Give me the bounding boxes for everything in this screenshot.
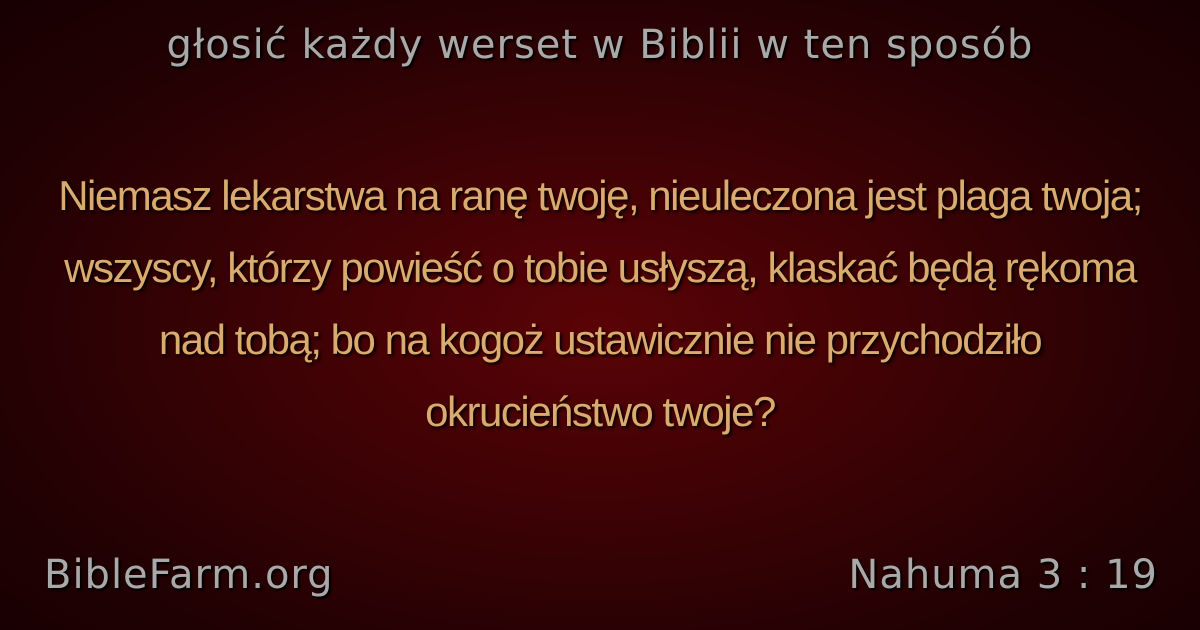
verse-reference: Nahuma 3 : 19 — [848, 552, 1158, 598]
verse-text: Niemasz lekarstwa na ranę twoję, nieuleczona jest plaga twoja; wszyscy, którzy powieść o tobie usłyszą, klaskać będą rękoma nad tobą; bo na kogoż ustawicznie nie przychodziło okrucieństwo twoje? — [58, 172, 1142, 435]
site-name: BibleFarm.org — [44, 552, 334, 598]
tagline: głosić każdy werset w Biblii w ten sposób — [166, 22, 1034, 68]
